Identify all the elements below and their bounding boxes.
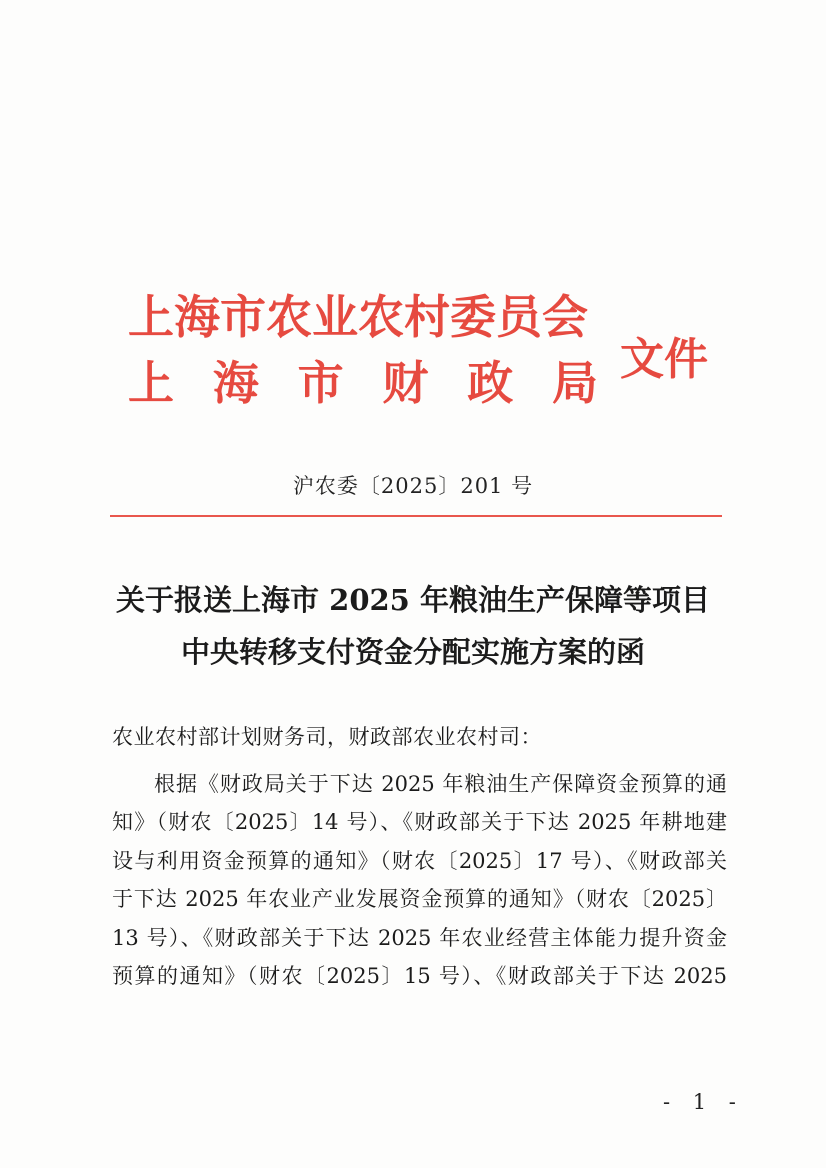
body-line: 预算的通知》（财农〔2025〕15 号）、《财政部关于下达 2025 xyxy=(112,963,727,988)
org-char: 海 xyxy=(212,356,259,410)
title-line-1: 关于报送上海市 2025 年粮油生产保障等项目 xyxy=(116,583,710,617)
body-line: 知》（财农〔2025〕14 号）、《财政部关于下达 2025 年耕地建 xyxy=(112,810,727,835)
body-line: 13 号）、《财政部关于下达 2025 年农业经营主体能力提升资金 xyxy=(112,925,727,950)
page-number: - 1 - xyxy=(663,1090,744,1114)
salutation: 农业农村部计划财务司，财政部农业农村司： xyxy=(112,725,542,749)
body-line: 根据《财政局关于下达 2025 年粮油生产保障资金预算的通 xyxy=(154,772,727,796)
body-paragraph xyxy=(112,765,727,995)
org-char: 市 xyxy=(297,356,344,410)
document-type-label: 文件 xyxy=(620,334,708,385)
org-char: 上 xyxy=(128,356,174,410)
org-char: 政 xyxy=(467,356,514,410)
org-name-agriculture-committee: 上海市农业农村委员会 xyxy=(128,290,588,344)
title-line-2: 中央转移支付资金分配实施方案的函 xyxy=(180,635,645,669)
red-header-divider xyxy=(110,515,722,517)
document-title xyxy=(0,574,826,678)
issuing-organizations xyxy=(128,286,608,414)
body-line: 于下达 2025 年农业产业发展资金预算的通知》（财农〔2025〕 xyxy=(112,887,727,912)
document-number: 沪农委〔2025〕201 号 xyxy=(292,474,534,498)
org-char: 局 xyxy=(551,356,598,410)
org-name-finance-bureau xyxy=(128,352,598,414)
body-line: 设与利用资金预算的通知》（财农〔2025〕17 号）、《财政部关 xyxy=(112,848,727,873)
org-char: 财 xyxy=(382,356,429,410)
